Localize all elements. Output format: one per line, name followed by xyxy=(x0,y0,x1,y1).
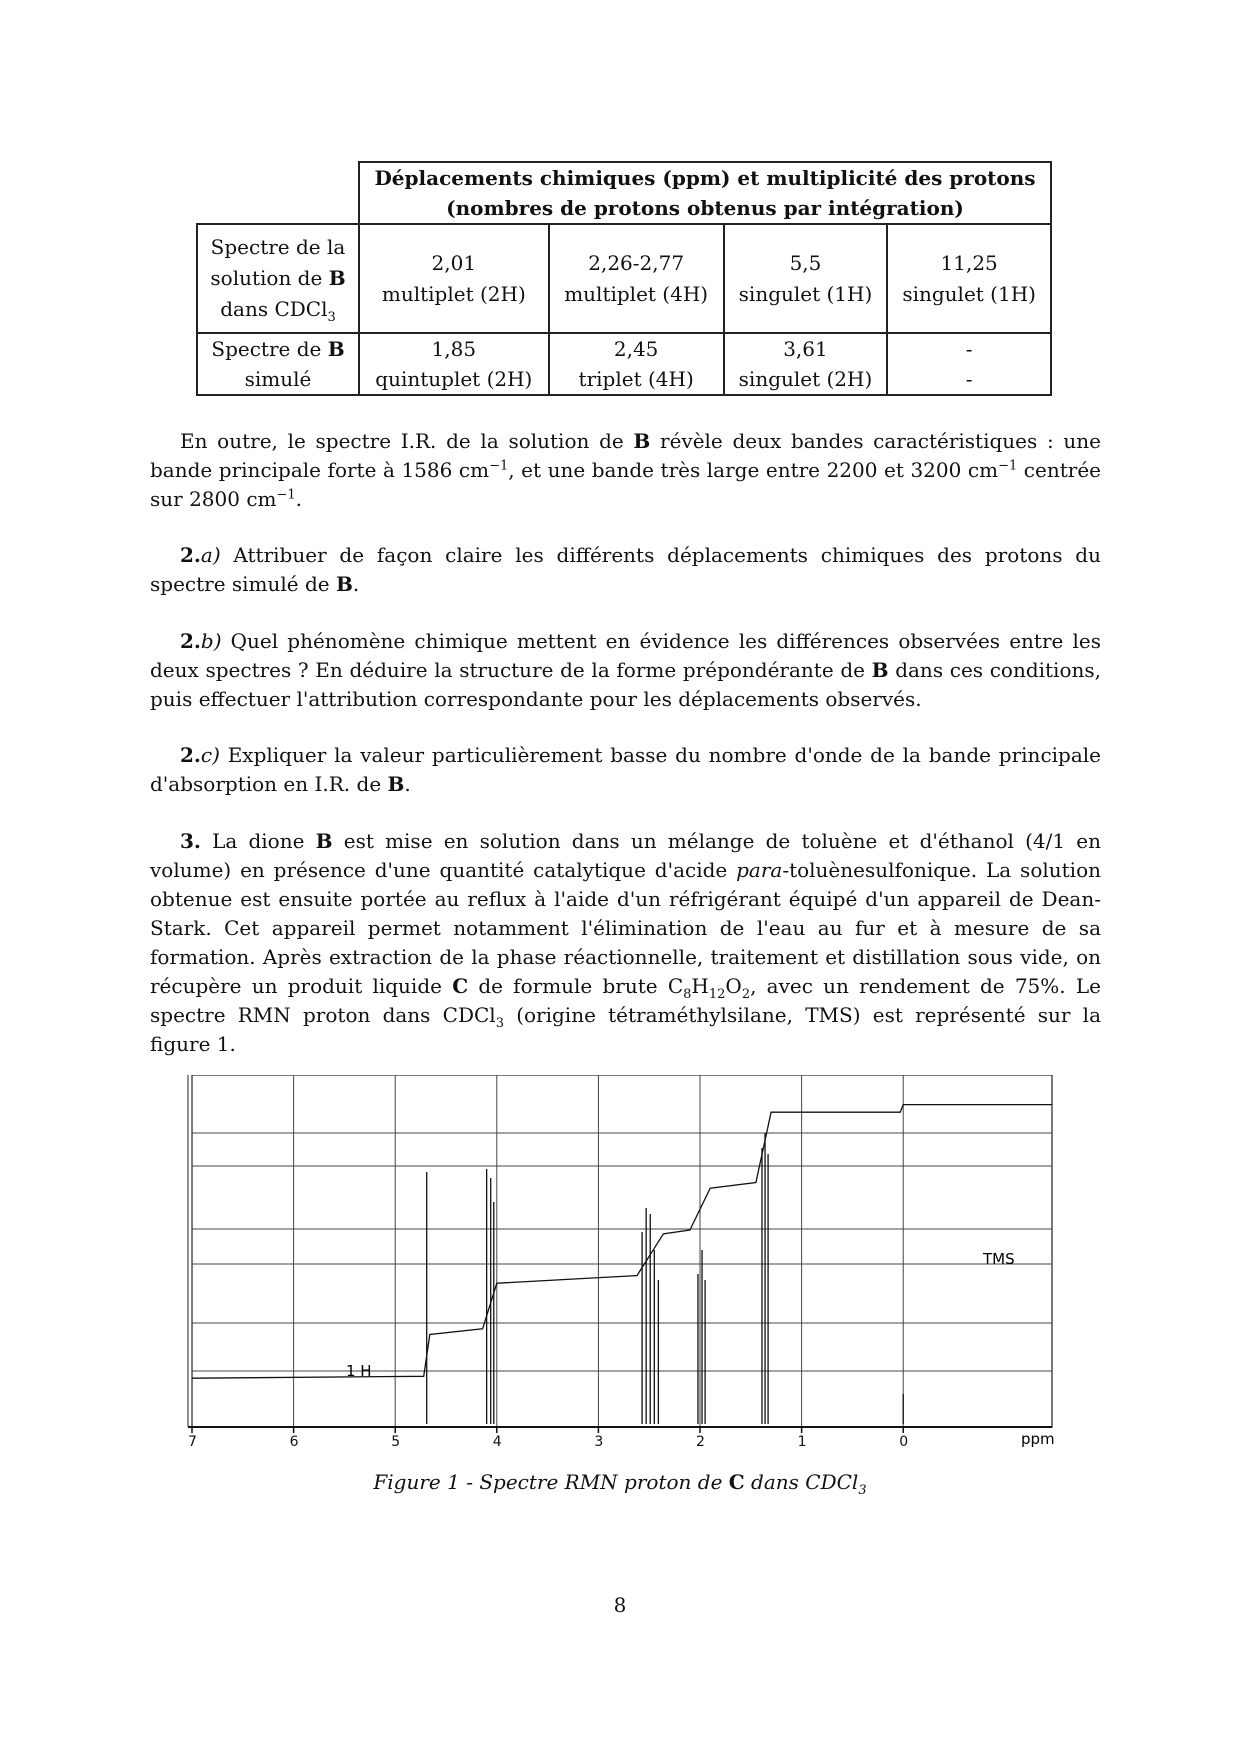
row-label-solution: Spectre de la solution de B dans CDCl$_3$ xyxy=(197,224,359,333)
nmr-data-table xyxy=(196,161,1052,396)
table-row xyxy=(197,224,1051,333)
nmr-spectrum-chart xyxy=(180,1075,1060,1460)
x-axis-label: ppm xyxy=(1021,1430,1055,1448)
table-row xyxy=(197,333,1051,395)
table-cell: 5,5 singulet (1H) xyxy=(724,224,888,333)
ir-paragraph: En outre, le spectre I.R. de la solution de B révèle deux bandes caractéristiques : une bande principale forte à 1586 $cm^{-1}$, et une bande très large entre 2200 et 3200 $cm^{-1}$ centrée sur 2800 $cm^{-1}$. xyxy=(150,429,1101,511)
table-cell: 1,85 quintuplet (2H) xyxy=(359,333,549,395)
x-tick-label: 7 xyxy=(188,1434,197,1450)
x-tick-label: 3 xyxy=(594,1434,604,1450)
chart-grid xyxy=(188,1075,1052,1427)
x-tick-label: 4 xyxy=(492,1434,502,1450)
table-cell: 2,45 triplet (4H) xyxy=(549,333,724,395)
x-tick-label: 0 xyxy=(899,1434,909,1450)
table-cell: 2,26-2,77 multiplet (4H) xyxy=(549,224,724,333)
table-header xyxy=(359,162,1051,224)
chart-ticks xyxy=(188,1427,908,1450)
chart-integral xyxy=(192,1105,1052,1379)
x-tick-label: 2 xyxy=(696,1434,705,1450)
table-cell: - - xyxy=(887,333,1051,395)
figure-caption: Figure 1 - Spectre RMN proton de C dans CDCl$_3$ xyxy=(373,1470,867,1498)
annotation-1h: 1 H xyxy=(346,1362,372,1380)
page-number: 8 xyxy=(613,1593,627,1617)
plot-frame xyxy=(192,1075,1052,1427)
question-2b: 2.b) Quel phénomène chimique mettent en évidence les différences observées entre les deux spectres ? En déduire la structure de la forme prépondérante de B dans ces conditions, puis effectuer l'attribution correspondante pour les déplacements observés. xyxy=(150,629,1101,711)
question-3: 3. La dione B est mise en solution dans un mélange de toluène et d'éthanol (4/1 en volume) en présence d'une quantité catalytique d'acide para-toluènesulfonique. La solution obtenue est ensuite portée au reflux à l'aide d'un réfrigérant équipé d'un appareil de Dean-Stark. Cet appareil permet notamment l'élimination de l'eau au fur et à mesure de sa formation. Après extraction de la phase réactionnelle, traitement et distillation sous vide, on récupère un produit liquide C de formule brute $C_8H_{12}O_2$, avec un rendement de 75%. Le spectre RMN proton dans CDCl$_3$ (origine tétraméthylsilane, TMS) est représenté sur la figure 1. xyxy=(150,829,1101,1056)
table-cell: 2,01 multiplet (2H) xyxy=(359,224,549,333)
table-corner xyxy=(197,162,359,224)
table-header-line1: Déplacements chimiques (ppm) et multiplicité des protons xyxy=(374,166,1036,190)
table-cell: 11,25 singulet (1H) xyxy=(887,224,1051,333)
question-2a: 2.a) Attribuer de façon claire les différents déplacements chimiques des protons du spectre simulé de B. xyxy=(150,543,1101,596)
integral-curve xyxy=(192,1105,1052,1379)
x-tick-label: 6 xyxy=(289,1434,299,1450)
table-cell: 3,61 singulet (2H) xyxy=(724,333,888,395)
x-tick-label: 5 xyxy=(391,1434,401,1450)
x-tick-label: 1 xyxy=(797,1434,807,1450)
chart-peaks xyxy=(427,1133,904,1424)
row-label-simulated: Spectre de B simulé xyxy=(197,333,359,395)
annotation-tms: TMS xyxy=(983,1250,1015,1268)
table-header-line2: (nombres de protons obtenus par intégration) xyxy=(446,196,964,220)
question-2c: 2.c) Expliquer la valeur particulièrement basse du nombre d'onde de la bande principale d'absorption en I.R. de B. xyxy=(150,743,1101,796)
